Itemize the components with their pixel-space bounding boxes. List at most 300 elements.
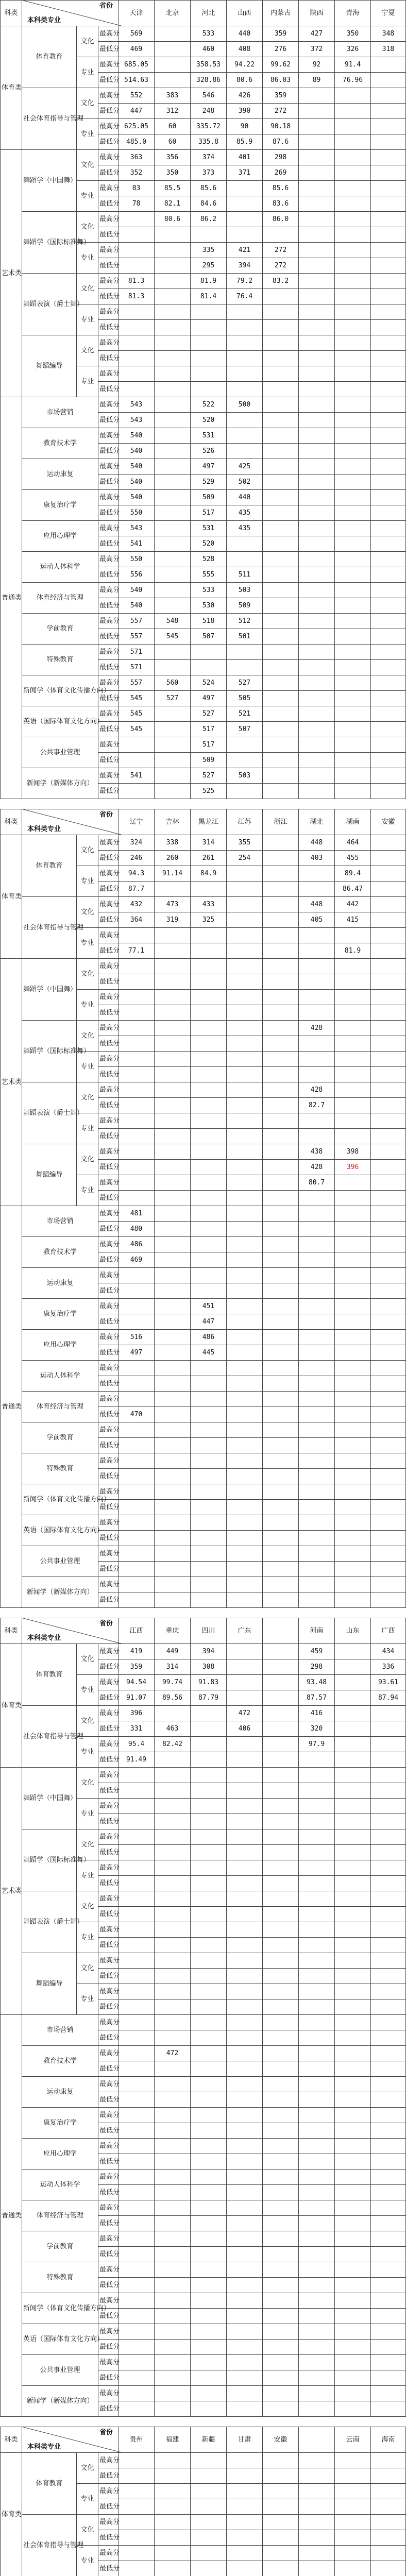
score-label-cell: 最低分 (98, 2530, 119, 2546)
score-cell (263, 1160, 299, 1175)
score-cell (155, 2355, 191, 2370)
score-cell (227, 2309, 263, 2324)
score-cell: 352 (119, 165, 155, 181)
score-cell (227, 2154, 263, 2170)
score-cell: 428 (299, 1160, 335, 1175)
score-cell (155, 706, 191, 722)
score-cell (263, 397, 299, 413)
score-cell (263, 1283, 299, 1299)
score-cell (155, 490, 191, 505)
score-label-cell: 最高分 (98, 1453, 119, 1469)
score-cell (155, 1314, 191, 1330)
major-cell: 应用心理学 (22, 1330, 98, 1361)
score-cell (227, 737, 263, 753)
score-cell (227, 2293, 263, 2309)
score-label-cell: 最高分 (98, 1644, 119, 1659)
score-cell (371, 1922, 406, 1938)
score-cell (155, 1814, 191, 1829)
score-cell (119, 1160, 155, 1175)
subject-cell: 专业 (77, 119, 98, 150)
score-cell (227, 1082, 263, 1098)
score-cell (335, 1175, 371, 1191)
score-label-cell: 最高分 (98, 1330, 119, 1345)
category-cell: 体育类 (1, 835, 22, 959)
major-cell: 市场营销 (22, 2015, 98, 2046)
province-header: 山东 (335, 1618, 371, 1644)
score-cell (227, 2170, 263, 2185)
province-header: 河北 (191, 1, 227, 26)
score-label-cell: 最低分 (98, 1345, 119, 1361)
province-header (299, 2427, 335, 2453)
score-label-cell: 最低分 (98, 1752, 119, 1768)
score-cell (263, 1644, 299, 1659)
score-cell (191, 2340, 227, 2355)
major-cell: 教育技术学 (22, 2046, 98, 2077)
score-cell (227, 2468, 263, 2484)
score-cell (335, 1113, 371, 1129)
score-cell (335, 397, 371, 413)
score-label-cell: 最低分 (98, 1592, 119, 1608)
score-cell: 533 (191, 26, 227, 42)
table-row (1, 2200, 406, 2216)
score-cell (119, 1953, 155, 1969)
score-cell (335, 1860, 371, 1876)
score-cell: 438 (299, 1144, 335, 1160)
score-cell (263, 1938, 299, 1953)
score-cell: 449 (155, 1644, 191, 1659)
score-cell (227, 866, 263, 882)
score-cell (227, 1052, 263, 1067)
score-cell (299, 1036, 335, 1052)
score-cell (263, 320, 299, 335)
score-cell (371, 943, 406, 959)
score-label-cell: 最低分 (98, 660, 119, 675)
subject-cell: 文化 (77, 1953, 98, 1984)
score-label-cell: 最低分 (98, 1005, 119, 1021)
table-row (1, 1706, 406, 1721)
score-cell (299, 1876, 335, 1891)
score-cell (227, 1407, 263, 1422)
score-cell (335, 490, 371, 505)
score-cell (191, 1546, 227, 1562)
table-row (1, 1299, 406, 1314)
score-cell (155, 1345, 191, 1361)
score-cell: 86.0 (263, 212, 299, 227)
score-cell (227, 1283, 263, 1299)
score-cell (155, 753, 191, 768)
score-label-cell: 最低分 (98, 134, 119, 150)
subject-cell: 文化 (77, 897, 98, 928)
score-cell (371, 1768, 406, 1783)
score-label-cell: 最高分 (98, 835, 119, 851)
score-cell (371, 1752, 406, 1768)
score-cell (191, 1005, 227, 1021)
score-cell (299, 552, 335, 567)
score-cell (155, 1098, 191, 1113)
score-cell (191, 1737, 227, 1752)
score-cell: 571 (119, 660, 155, 675)
score-cell: 328.86 (191, 73, 227, 88)
score-cell (191, 1438, 227, 1453)
score-cell (227, 1907, 263, 1922)
score-cell (191, 2515, 227, 2530)
score-cell (155, 1237, 191, 1252)
score-cell (119, 2278, 155, 2293)
table-row (1, 1484, 406, 1500)
score-cell (371, 1577, 406, 1592)
score-label-cell: 最低分 (98, 1690, 119, 1706)
score-cell (371, 835, 406, 851)
score-cell (155, 444, 191, 459)
score-cell (263, 583, 299, 598)
score-cell (227, 1036, 263, 1052)
score-cell (335, 1984, 371, 1999)
score-cell (371, 598, 406, 614)
score-cell (191, 2061, 227, 2077)
score-cell (299, 1206, 335, 1222)
score-cell (227, 1814, 263, 1829)
score-label-cell: 最高分 (98, 2355, 119, 2370)
score-cell: 509 (191, 490, 227, 505)
score-cell (155, 1860, 191, 1876)
score-label-cell: 最低分 (98, 1783, 119, 1799)
score-cell (371, 897, 406, 912)
score-cell: 560 (155, 675, 191, 691)
score-cell (227, 2216, 263, 2231)
score-cell (227, 2262, 263, 2278)
score-cell: 335.8 (191, 134, 227, 150)
score-cell: 546 (191, 88, 227, 104)
subject-cell: 专业 (77, 1922, 98, 1953)
major-cell: 新闻学（新媒体方向） (22, 768, 98, 799)
score-cell (371, 1021, 406, 1036)
score-label-cell: 最高分 (98, 2231, 119, 2247)
score-cell (263, 959, 299, 974)
score-cell: 531 (191, 428, 227, 444)
score-cell (335, 1969, 371, 1984)
score-cell (191, 2386, 227, 2401)
score-cell (371, 2499, 406, 2515)
score-cell (155, 1531, 191, 1546)
subject-cell: 专业 (77, 1675, 98, 1706)
score-cell: 373 (191, 165, 227, 181)
score-cell: 87.94 (371, 1690, 406, 1706)
score-cell: 83 (119, 181, 155, 196)
score-cell (227, 645, 263, 660)
score-label-cell: 最高分 (98, 2453, 119, 2468)
score-label-cell: 最低分 (98, 1407, 119, 1422)
score-cell (335, 1237, 371, 1252)
score-cell (263, 882, 299, 897)
score-cell: 81.3 (119, 289, 155, 304)
score-label-cell: 最低分 (98, 1160, 119, 1175)
score-cell (335, 1268, 371, 1283)
score-cell (191, 2355, 227, 2370)
score-cell (263, 1690, 299, 1706)
subject-cell: 文化 (77, 1706, 98, 1737)
score-cell (227, 1469, 263, 1484)
score-cell (335, 1005, 371, 1021)
score-cell (227, 1783, 263, 1799)
score-cell: 374 (191, 150, 227, 165)
score-cell (119, 1376, 155, 1392)
major-cell: 体育经济与管理 (22, 1392, 98, 1422)
score-cell (119, 1500, 155, 1515)
score-cell: 90.18 (263, 119, 299, 134)
score-cell: 543 (119, 397, 155, 413)
score-label-cell: 最高分 (98, 1829, 119, 1845)
score-label-cell: 最低分 (98, 505, 119, 521)
score-cell (227, 428, 263, 444)
score-cell (371, 2046, 406, 2061)
score-cell (227, 2453, 263, 2468)
score-label-cell: 最高分 (98, 1515, 119, 1531)
major-cell: 舞蹈编导 (22, 335, 77, 397)
score-cell (335, 274, 371, 289)
score-label-cell: 最高分 (98, 2015, 119, 2030)
score-cell (299, 1546, 335, 1562)
score-cell (191, 1860, 227, 1876)
score-cell (335, 691, 371, 706)
score-cell (263, 1191, 299, 1206)
score-cell (299, 2061, 335, 2077)
major-cell: 运动康复 (22, 1268, 98, 1299)
score-cell (335, 1222, 371, 1237)
subject-cell: 专业 (77, 181, 98, 212)
score-cell: 524 (191, 675, 227, 691)
score-cell: 557 (119, 614, 155, 629)
score-cell (299, 1562, 335, 1577)
score-cell (263, 1984, 299, 1999)
score-cell (263, 1706, 299, 1721)
score-cell: 540 (119, 583, 155, 598)
score-cell (119, 1484, 155, 1500)
score-label-cell: 最低分 (98, 165, 119, 181)
score-cell: 248 (191, 104, 227, 119)
score-cell (227, 2077, 263, 2092)
major-cell: 舞蹈学（中国舞） (22, 150, 77, 212)
score-cell (227, 943, 263, 959)
score-cell (227, 1922, 263, 1938)
score-cell (299, 2324, 335, 2340)
score-cell (299, 2561, 335, 2576)
score-cell (335, 1438, 371, 1453)
score-label-cell: 最低分 (98, 2370, 119, 2386)
score-cell (335, 928, 371, 943)
score-cell (299, 320, 335, 335)
score-cell: 550 (119, 505, 155, 521)
table-row (1, 1515, 406, 1531)
score-cell (227, 2030, 263, 2046)
province-header: 广西 (371, 1618, 406, 1644)
score-cell (371, 567, 406, 583)
score-cell (299, 1407, 335, 1422)
table-row (1, 1268, 406, 1283)
score-label-cell: 最低分 (98, 474, 119, 490)
score-cell: 83.2 (263, 274, 299, 289)
score-cell (227, 1206, 263, 1222)
score-cell: 434 (371, 1644, 406, 1659)
score-label-cell: 最低分 (98, 382, 119, 397)
major-cell: 社会体育指导与管理 (22, 88, 77, 150)
score-cell: 324 (119, 835, 155, 851)
score-cell (371, 2123, 406, 2139)
score-cell (299, 1345, 335, 1361)
score-cell (119, 1113, 155, 1129)
score-cell (227, 959, 263, 974)
score-cell (155, 1407, 191, 1422)
score-cell (371, 1082, 406, 1098)
score-cell (299, 1984, 335, 1999)
subject-cell: 文化 (77, 88, 98, 119)
score-cell (335, 304, 371, 320)
score-cell: 93.48 (299, 1675, 335, 1690)
score-cell (263, 2355, 299, 2370)
subject-cell: 文化 (77, 2515, 98, 2546)
score-cell (263, 1438, 299, 1453)
score-cell (227, 196, 263, 212)
score-cell: 320 (299, 1721, 335, 1737)
score-cell (155, 2247, 191, 2262)
score-cell (299, 2108, 335, 2123)
score-cell (227, 1845, 263, 1860)
score-cell: 364 (119, 912, 155, 928)
score-cell (335, 2200, 371, 2216)
score-cell (371, 1546, 406, 1562)
score-cell: 416 (299, 1706, 335, 1721)
score-cell (227, 1531, 263, 1546)
score-cell (119, 1067, 155, 1082)
score-cell (119, 2108, 155, 2123)
score-cell: 545 (155, 629, 191, 645)
score-cell (371, 1829, 406, 1845)
score-cell (155, 274, 191, 289)
table-row (1, 768, 406, 784)
score-cell (335, 2092, 371, 2108)
score-cell (371, 1098, 406, 1113)
score-cell (335, 2216, 371, 2231)
score-cell (263, 1783, 299, 1799)
score-cell: 81.9 (335, 943, 371, 959)
province-header: 云南 (335, 2427, 371, 2453)
province-header: 内蒙古 (263, 1, 299, 26)
score-cell (335, 1768, 371, 1783)
score-cell (299, 583, 335, 598)
score-cell (263, 722, 299, 737)
score-cell (371, 1036, 406, 1052)
score-cell (119, 1969, 155, 1984)
table-row (1, 1768, 406, 1783)
score-cell (263, 768, 299, 784)
category-cell: 体育类 (1, 26, 22, 150)
score-cell (299, 2293, 335, 2309)
subject-cell: 专业 (77, 1175, 98, 1206)
score-cell: 541 (119, 768, 155, 784)
score-cell (371, 1984, 406, 1999)
score-cell (299, 1531, 335, 1546)
score-cell (191, 2530, 227, 2546)
score-cell (155, 1330, 191, 1345)
score-cell (299, 1438, 335, 1453)
score-cell (155, 567, 191, 583)
score-cell (299, 2092, 335, 2108)
score-cell (335, 2293, 371, 2309)
score-cell (119, 2515, 155, 2530)
score-cell: 312 (155, 104, 191, 119)
score-cell: 486 (191, 1330, 227, 1345)
score-cell (227, 1361, 263, 1376)
score-cell (335, 1252, 371, 1268)
province-header: 贵州 (119, 2427, 155, 2453)
score-cell (299, 1469, 335, 1484)
score-cell (263, 1345, 299, 1361)
score-cell (371, 2484, 406, 2499)
score-cell: 276 (263, 42, 299, 57)
score-cell (371, 57, 406, 73)
score-cell (371, 227, 406, 243)
score-cell (119, 2324, 155, 2340)
score-cell (299, 2170, 335, 2185)
major-cell: 运动康复 (22, 2077, 98, 2108)
score-cell: 451 (191, 1299, 227, 1314)
score-cell (263, 1005, 299, 1021)
score-cell (263, 1299, 299, 1314)
score-cell (119, 351, 155, 366)
score-cell: 89.4 (335, 866, 371, 882)
subject-cell: 专业 (77, 1113, 98, 1144)
subject-cell: 专业 (77, 2484, 98, 2515)
score-cell (299, 1500, 335, 1515)
major-cell: 舞蹈表演（爵士舞） (22, 1891, 77, 1953)
score-cell (335, 768, 371, 784)
score-cell: 505 (227, 691, 263, 706)
score-cell (191, 1922, 227, 1938)
score-label-cell: 最低分 (98, 289, 119, 304)
score-cell (227, 2231, 263, 2247)
score-cell (299, 706, 335, 722)
province-header: 四川 (191, 1618, 227, 1644)
score-cell: 80.6 (227, 73, 263, 88)
score-cell (155, 2231, 191, 2247)
score-cell (263, 2123, 299, 2139)
score-cell: 394 (227, 258, 263, 274)
major-cell: 舞蹈学（中国舞） (22, 959, 77, 1021)
score-cell (299, 1799, 335, 1814)
score-cell (119, 1021, 155, 1036)
score-cell (335, 1531, 371, 1546)
score-cell (119, 1299, 155, 1314)
score-cell (371, 2309, 406, 2324)
score-cell (263, 2453, 299, 2468)
subject-cell: 文化 (77, 1021, 98, 1052)
kelei-header: 科类 (1, 2427, 22, 2453)
major-cell: 体育教育 (22, 1644, 77, 1706)
major-cell: 社会体育指导与管理 (22, 2515, 77, 2576)
score-cell (227, 413, 263, 428)
score-cell (371, 1845, 406, 1860)
score-cell (371, 119, 406, 134)
score-cell (191, 2046, 227, 2061)
score-cell: 396 (119, 1706, 155, 1721)
score-cell (119, 1860, 155, 1876)
table-row (1, 2453, 406, 2468)
score-cell (371, 243, 406, 258)
score-cell: 545 (119, 722, 155, 737)
score-cell (155, 1299, 191, 1314)
score-label-cell: 最高分 (98, 1052, 119, 1067)
province-header: 重庆 (155, 1618, 191, 1644)
score-label-cell: 最高分 (98, 737, 119, 753)
